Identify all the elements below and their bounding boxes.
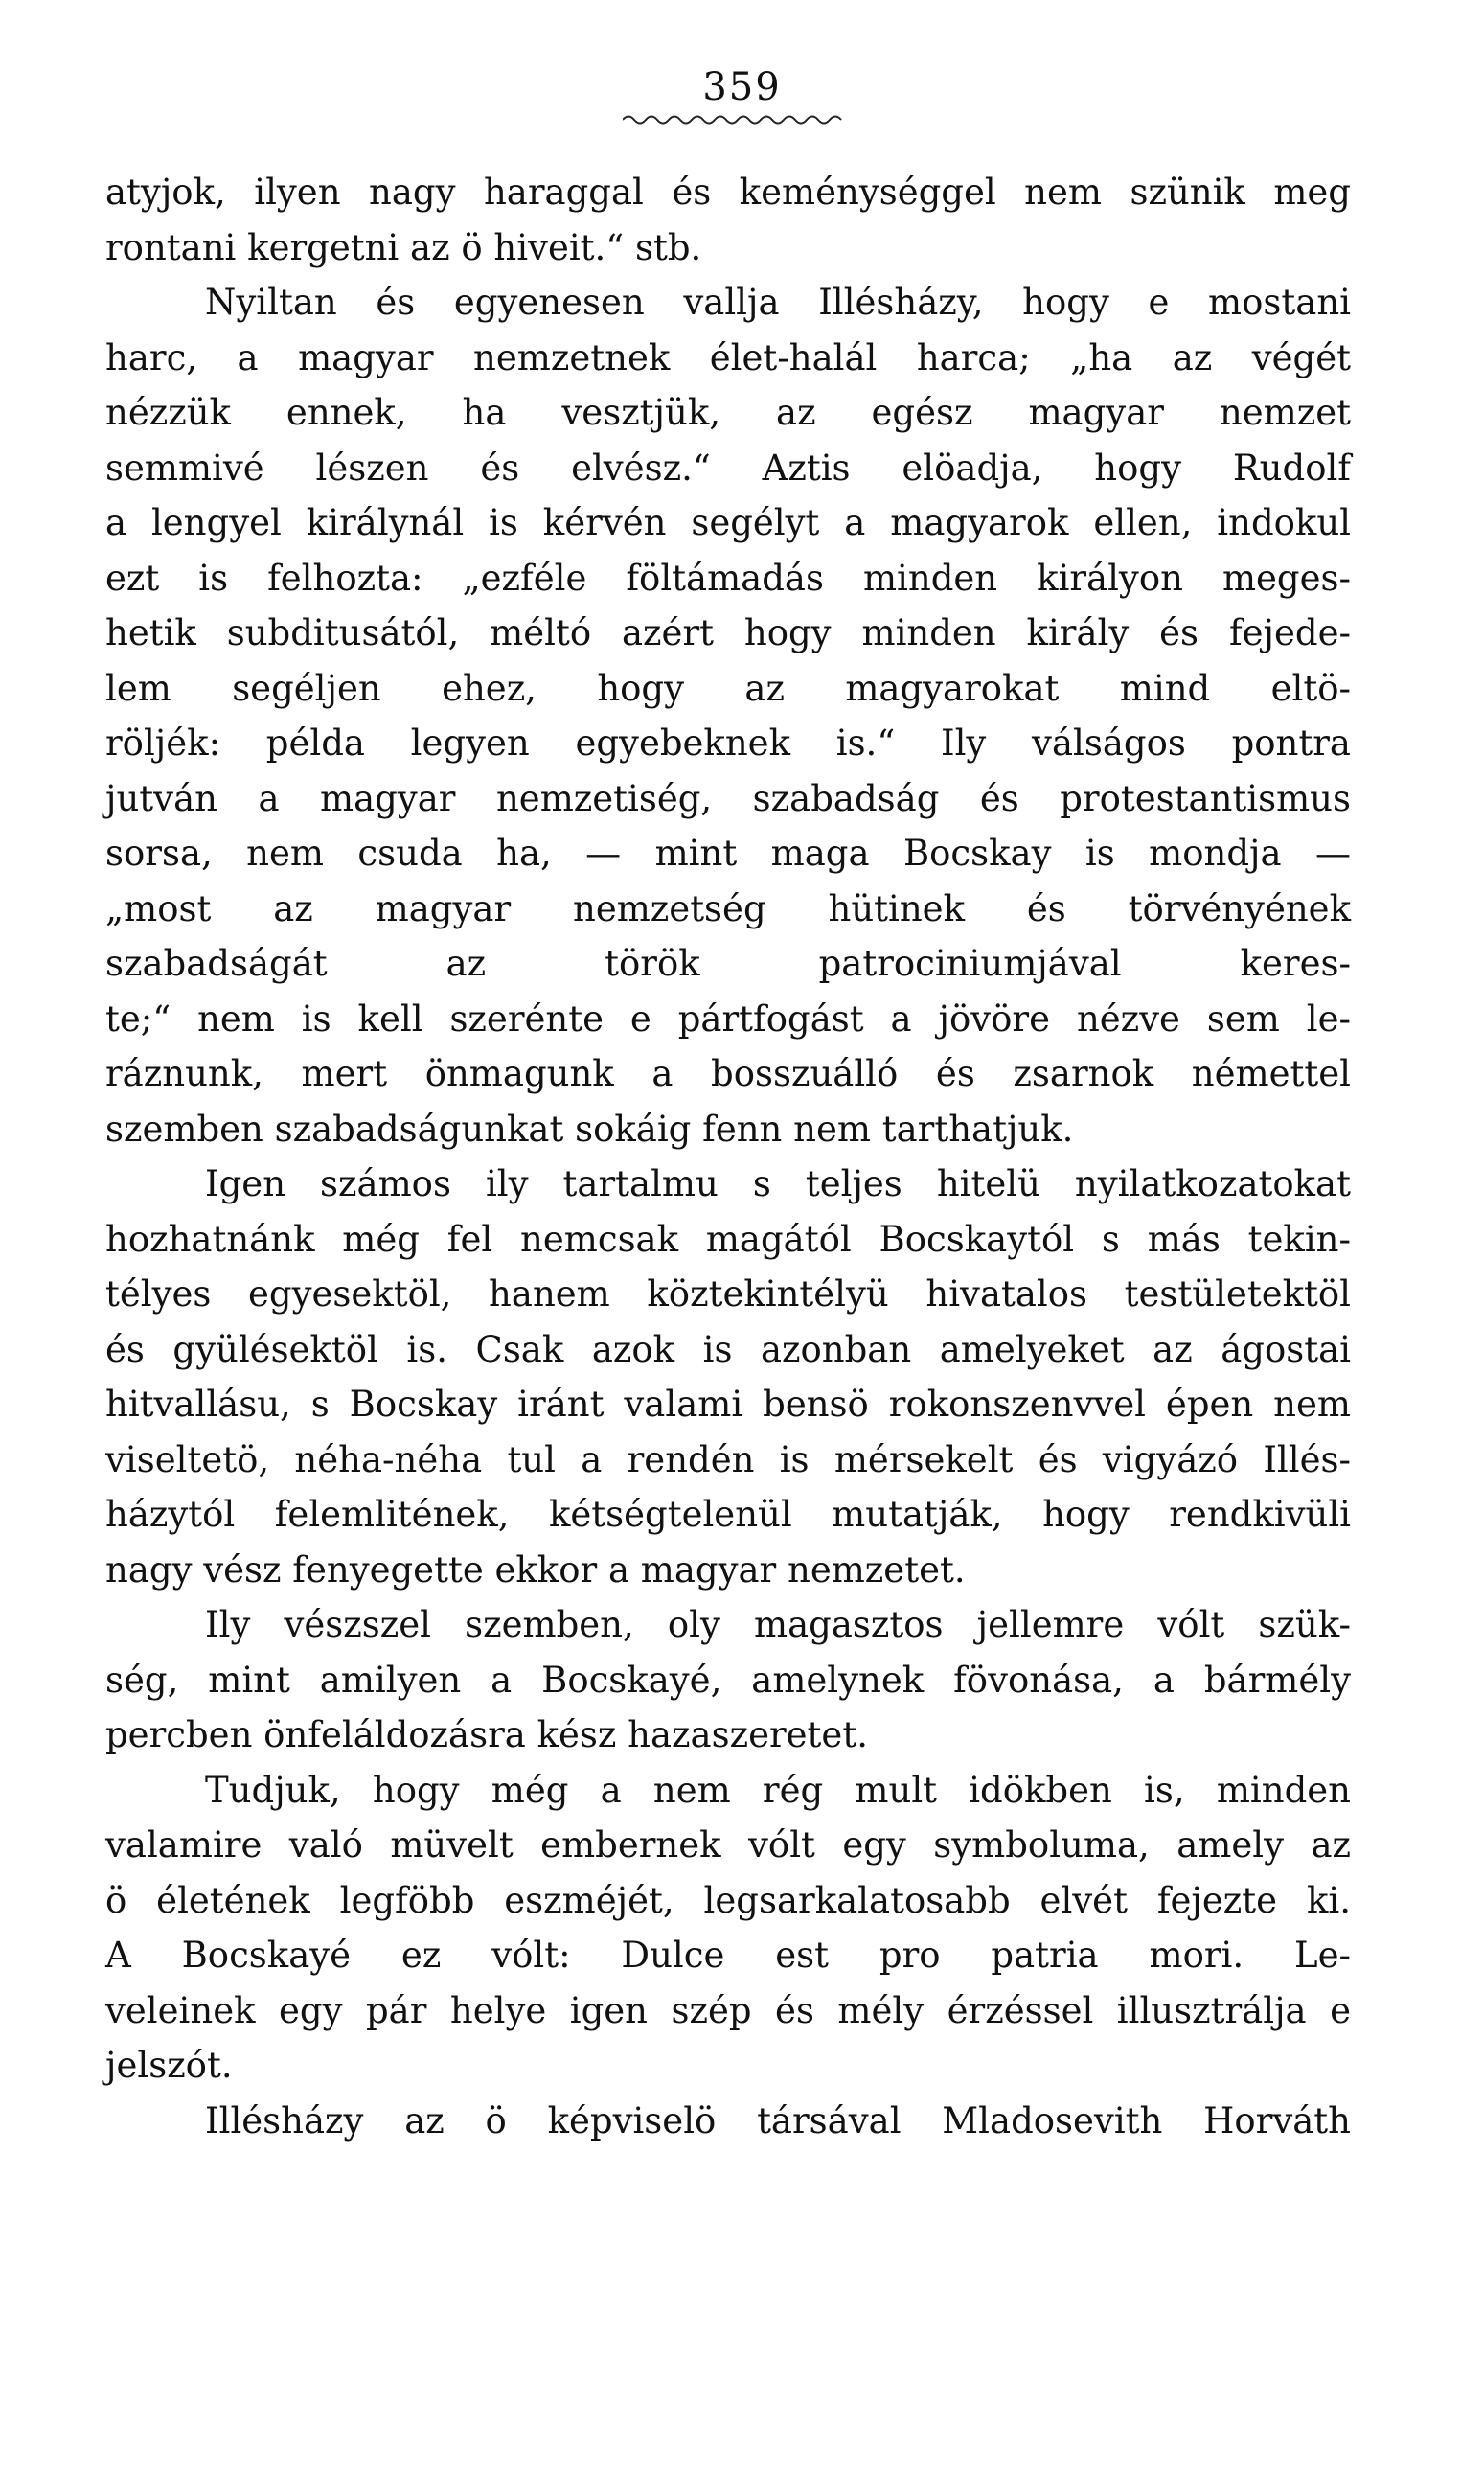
text-line: Igen számos ily tartalmu s teljes hitelü nyilatkozatokat (205, 1163, 1351, 1204)
text-line: rontani kergetni az ö hiveit.“ stb. (105, 226, 702, 268)
text-line: viseltetö, néha-néha tul a rendén is mérsekelt és vigyázó Illés- (105, 1438, 1351, 1480)
text-line: ö életének legföbb eszméjét, legsarkalatosabb elvét fejezte ki. (105, 1879, 1351, 1921)
text-line: te;“ nem is kell szerénte e pártfogást a jövöre nézve sem le- (105, 997, 1351, 1040)
ornament-wavy-rule (623, 113, 843, 126)
text-line: a lengyel királynál is kérvén segélyt a magyarok ellen, indokul (105, 502, 1351, 543)
text-line: jutván a magyar nemzetiség, szabadság és protestantismus (105, 777, 1351, 819)
text-line: atyjok, ilyen nagy haraggal és keménységgel nem szünik meg (105, 172, 1351, 213)
text-line: harc, a magyar nemzetnek élet-halál harca; „ha az végét (105, 336, 1351, 378)
text-line: szabadságát az török patrociniumjával keres- (105, 943, 1351, 984)
text-line: és gyülésektöl is. Csak azok is azonban amelyeket az ágostai (105, 1328, 1351, 1370)
text-line: Ily vészszel szemben, oly magasztos jellemre vólt szük- (205, 1604, 1351, 1645)
text-line: lem segéljen ehez, hogy az magyarokat mind eltö- (105, 667, 1351, 709)
text-line: röljék: példa legyen egyebeknek is.“ Ily válságos pontra (105, 722, 1351, 764)
text-line: Nyiltan és egyenesen vallja Illésházy, hogy e mostani (205, 282, 1351, 323)
text-line: ség, mint amilyen a Bocskayé, amelynek fövonása, a bármély (105, 1659, 1351, 1701)
text-line: sorsa, nem csuda ha, — mint maga Bocskay is mondja — (105, 833, 1351, 874)
text-line: „most az magyar nemzetség hütinek és törvényének (105, 887, 1351, 929)
text-line: percben önfeláldozásra kész hazaszeretet. (105, 1714, 868, 1755)
text-line: házytól felemlitének, kétségtelenül mutatják, hogy rendkivüli (105, 1494, 1351, 1535)
text-line: Tudjuk, hogy még a nem rég mult idökben is, minden (205, 1769, 1351, 1811)
page-number: 359 (702, 65, 782, 109)
text-line: Illésházy az ö képviselö társával Mladosevith Horváth (205, 2099, 1351, 2142)
body-text (105, 165, 1351, 2148)
text-line: hozhatnánk még fel nemcsak magától Bocskaytól s más tekin- (105, 1218, 1351, 1260)
text-line: szemben szabadságunkat sokáig fenn nem tarthatjuk. (105, 1108, 1074, 1150)
text-line: veleinek egy pár helye igen szép és mély érzéssel illusztrálja e (105, 1989, 1351, 2031)
text-line: télyes egyesektöl, hanem köztekintélyü hivatalos testületektöl (105, 1273, 1351, 1315)
text-line: hitvallásu, s Bocskay iránt valami bensö rokonszenvvel épen nem (105, 1384, 1351, 1425)
text-line: A Bocskayé ez vólt: Dulce est pro patria mori. Le- (105, 1935, 1351, 1976)
text-line: jelszót. (105, 2045, 233, 2086)
text-line: valamire való müvelt embernek vólt egy symboluma, amely az (105, 1824, 1351, 1866)
text-line: semmivé lészen és elvész.“ Aztis elöadja, hogy Rudolf (105, 447, 1351, 489)
text-line: nézzük ennek, ha vesztjük, az egész magyar nemzet (105, 392, 1351, 433)
text-line: ráznunk, mert önmagunk a bosszuálló és zsarnok némettel (105, 1053, 1351, 1094)
text-line: ezt is felhozta: „ezféle föltámadás minden királyon meges- (105, 557, 1351, 599)
text-line: nagy vész fenyegette ekkor a magyar nemzetet. (105, 1548, 966, 1591)
text-line: hetik subditusától, méltó azért hogy minden király és fejede- (105, 612, 1351, 653)
